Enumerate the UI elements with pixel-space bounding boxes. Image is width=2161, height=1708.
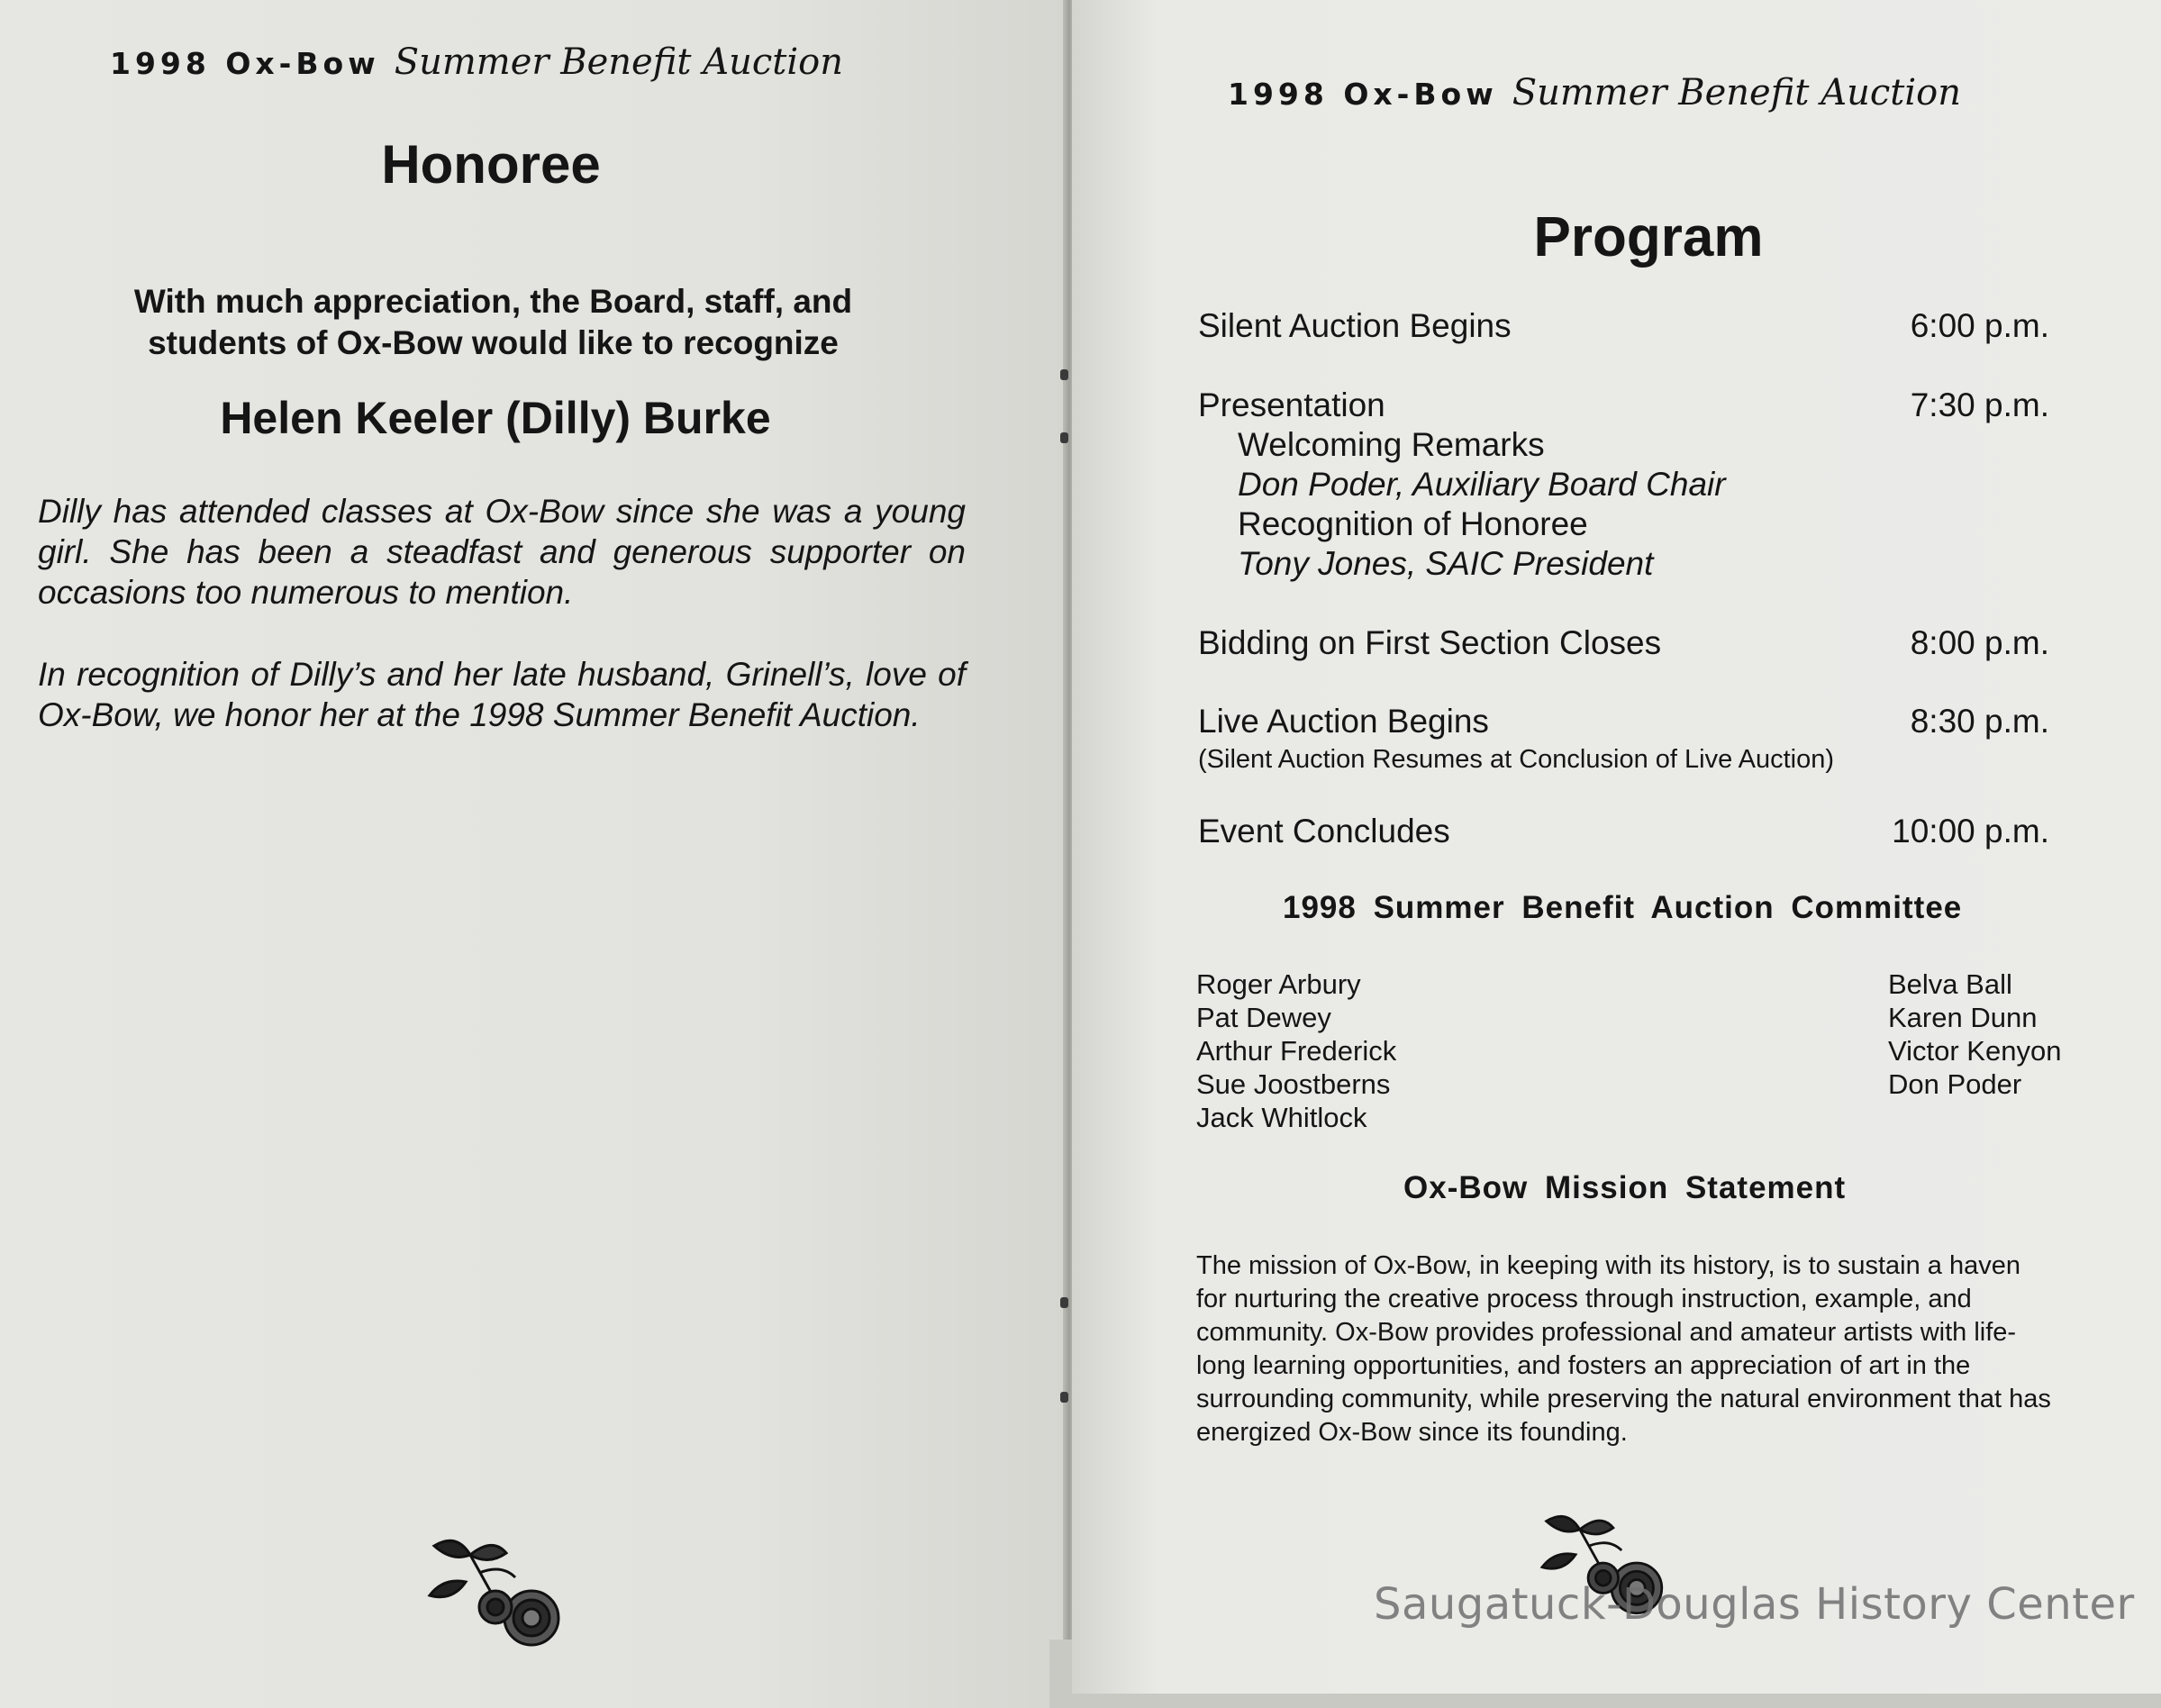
honoree-title: Honoree	[381, 134, 601, 195]
header-year-name: 1998 Ox-Bow	[1228, 77, 1498, 112]
presentation-speaker: Don Poder, Auxiliary Board Chair	[1238, 466, 1726, 503]
committee-heading: 1998 Summer Benefit Auction Committee	[1283, 890, 1963, 925]
header-script-title: Summer Benefit Auction	[1512, 72, 1961, 114]
left-page-header	[110, 41, 843, 83]
program-row	[1198, 386, 2049, 584]
committee-member: Don Poder	[1888, 1068, 2022, 1100]
honoree-paragraph-1: Dilly has attended classes at Ox-Bow since she was a young girl. She has been a steadfast and generous supporter on occasions too numerous to mention.	[38, 493, 966, 611]
mission-heading: Ox-Bow Mission Statement	[1403, 1170, 1847, 1205]
program-event: Silent Auction Begins	[1198, 307, 1512, 344]
committee-member: Roger Arbury	[1196, 968, 1361, 1000]
committee-list-right	[1888, 968, 2061, 1101]
program-event: Event Concludes	[1198, 813, 1450, 849]
program-event: Live Auction Begins	[1198, 703, 1489, 740]
program-time: 6:00 p.m.	[1910, 307, 2049, 344]
committee-member: Pat Dewey	[1196, 1002, 1331, 1033]
presentation-detail: Recognition of Honoree	[1238, 505, 1588, 542]
binding-staple	[1060, 432, 1068, 443]
program-row	[1198, 812, 2049, 851]
program-title: Program	[1533, 206, 1764, 268]
committee-member: Karen Dunn	[1888, 1002, 2038, 1033]
left-page	[0, 0, 1066, 1708]
committee-list-left	[1196, 968, 1396, 1134]
program-event: Bidding on First Section Closes	[1198, 624, 1662, 661]
committee-member: Jack Whitlock	[1196, 1102, 1367, 1133]
rose-ornament-icon	[416, 1528, 569, 1654]
program-event: Presentation	[1198, 386, 1385, 423]
committee-member: Victor Kenyon	[1888, 1035, 2062, 1067]
appreciation-text: With much appreciation, the Board, staff, and students of Ox-Bow would like to recognize	[133, 283, 853, 361]
mission-statement: The mission of Ox-Bow, in keeping with its history, is to sustain a haven for nurturing the creative process through instruction, example, and community. Ox-Bow provides professional and amateur artists with life-long learning opportunities, and fosters an appreciation of art in the surrounding community, while preserving the natural environment that has energized Ox-Bow since its founding.	[1196, 1251, 2051, 1447]
program-time: 8:00 p.m.	[1910, 624, 2049, 661]
program-row	[1198, 306, 2049, 346]
header-script-title: Summer Benefit Auction	[394, 41, 843, 83]
binding-staple	[1060, 369, 1068, 380]
header-year-name: 1998 Ox-Bow	[110, 46, 380, 81]
presentation-detail: Welcoming Remarks	[1238, 426, 1545, 463]
history-center-watermark: Saugatuck-Douglas History Center	[1374, 1579, 2135, 1630]
program-time: 7:30 p.m.	[1910, 386, 2049, 423]
program-time: 10:00 p.m.	[1892, 813, 2049, 849]
binding-staple	[1060, 1392, 1068, 1403]
committee-member: Arthur Frederick	[1196, 1035, 1397, 1067]
right-page-header	[1228, 72, 1961, 114]
program-row	[1198, 623, 2049, 663]
live-auction-note: (Silent Auction Resumes at Conclusion of Live Auction)	[1198, 745, 1835, 774]
program-row	[1198, 702, 2049, 777]
program-time: 8:30 p.m.	[1910, 703, 2049, 740]
committee-member: Sue Joostberns	[1196, 1068, 1391, 1100]
honoree-paragraph-2: In recognition of Dilly’s and her late husband, Grinell’s, love of Ox-Bow, we honor her at the 1998 Summer Benefit Auction.	[38, 656, 966, 733]
committee-member: Belva Ball	[1888, 968, 2012, 1000]
honoree-name: Helen Keeler (Dilly) Burke	[220, 393, 771, 443]
binding-staple	[1060, 1297, 1068, 1308]
presentation-speaker: Tony Jones, SAIC President	[1238, 545, 1654, 582]
